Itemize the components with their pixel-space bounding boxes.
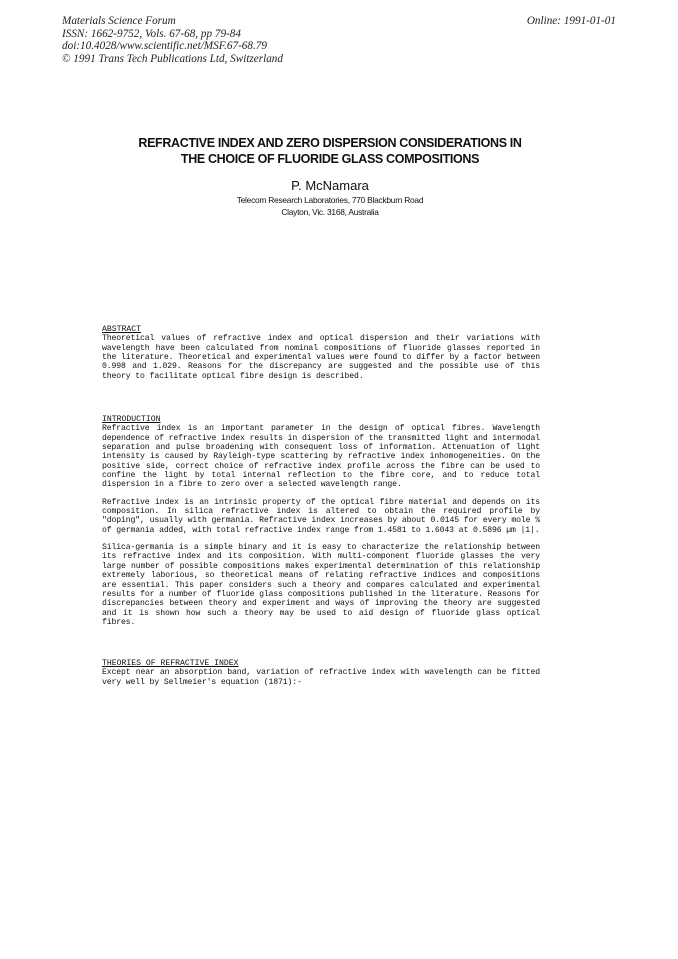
introduction-paragraph-1: Refractive index is an important parameter in the design of optical fibres. Wavelength dependence of refractive index results in dispersion of the transmitted light and intermodal separation and pulse broadening with consequent loss of information. Attenuation of light intensity is caused by Rayleigh-type scattering by refractive index inhomogeneities. On the positive side, correct choice of refractive index profile across the fibre can be used to confine the light by total internal reflection to the fibre core, and to reduce total dispersion in a fibre to zero over a selected wavelength range.: [102, 424, 540, 490]
paper-title: [95, 135, 565, 167]
introduction-section: [102, 415, 540, 627]
doi-line: doi:10.4028/www.scientific.net/MSF.67-68.79: [62, 40, 267, 53]
paper-title-line-1: REFRACTIVE INDEX AND ZERO DISPERSION CONSIDERATIONS IN: [138, 136, 522, 150]
theories-text: Except near an absorption band, variation of refractive index with wavelength can be fitted very well by Sellmeier's equation (1871):-: [102, 668, 540, 687]
introduction-heading: INTRODUCTION: [102, 415, 161, 424]
introduction-paragraph-2: Refractive index is an intrinsic property of the optical fibre material and depends on its composition. In silica refractive index is altered to obtain the required profile by "doping", usually with germania. Refractive index increases by about 0.0145 for every mole % of germania added, with total refractive index range from 1.4581 to 1.6043 at 0.5896 µm |1|.: [102, 497, 540, 535]
abstract-section: [102, 325, 540, 381]
publication-metadata: [62, 15, 283, 65]
affiliation-line-1: Telecom Research Laboratories, 770 Blackburn Road: [236, 195, 424, 205]
introduction-paragraph-3: Silica-germania is a simple binary and it is easy to characterize the relationship between its refractive index and its composition. With multi-component fluoride glasses the very large number of possible compositions makes experimental determination of this relationship extremely laborious, so theoretical means of relating refractive indices and compositions are essential. This paper considers such a theory and compares calculated and experimental results for a number of fluoride glass compositions published in the literature. Reasons for discrepancies between theory and experiment and ways of improving the theory are suggested and it is shown how such a theory may be used to aid design of fluoride glass optical fibres.: [102, 543, 540, 627]
affiliation-line-2: Clayton, Vic. 3168, Australia: [281, 206, 379, 217]
journal-name: Materials Science Forum: [62, 15, 176, 27]
author-affiliation: [95, 195, 565, 218]
abstract-text: Theoretical values of refractive index and optical dispersion and their variations with wavelength have been calculated from nominal compositions of fluoride glasses reported in the literature. Theoretical and experimental values were found to differ by a factor between 0.998 and 1.029. Reasons for the discrepancy are suggested and the possible use of this theory to facilitate optical fibre design is described.: [102, 334, 540, 381]
theories-section: [102, 659, 540, 687]
author-name: P. McNamara: [291, 178, 369, 193]
theories-heading: THEORIES OF REFRACTIVE INDEX: [102, 659, 239, 668]
copyright-line: © 1991 Trans Tech Publications Ltd, Switzerland: [62, 52, 283, 65]
paper-title-line-2: THE CHOICE OF FLUORIDE GLASS COMPOSITIONS: [180, 152, 480, 166]
issn-line: ISSN: 1662-9752, Vols. 67-68, pp 79-84: [62, 27, 241, 40]
online-date: Online: 1991-01-01: [526, 15, 616, 27]
abstract-heading: ABSTRACT: [102, 325, 142, 334]
